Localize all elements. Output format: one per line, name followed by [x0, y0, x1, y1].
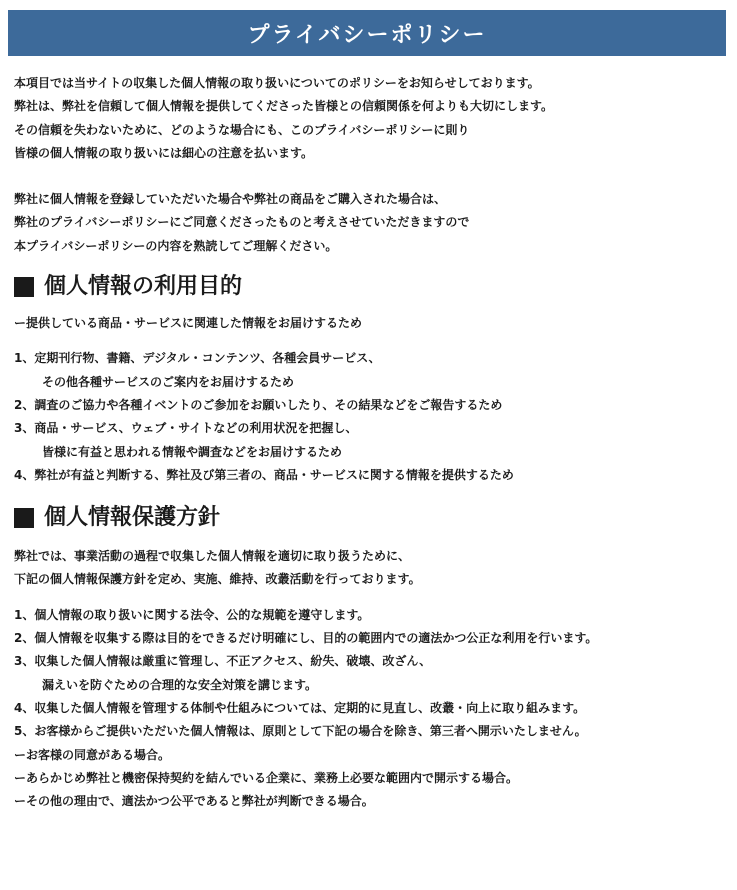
list-item: 1、定期刊行物、書籍、デジタル・コンテンツ、各種会員サービス、	[14, 351, 381, 366]
intro-line: 皆様の個人情報の取り扱いには細心の注意を払います。	[14, 145, 314, 160]
list-item: 2、個人情報を収集する際は目的をできるだけ明確にし、目的の範囲内での適法かつ公正な利用を行います。	[14, 631, 598, 646]
intro-line: 弊社のプライバシーポリシーにご同意くださったものと考えさせていただきますので	[14, 215, 470, 230]
exception-item: ーその他の理由で、適法かつ公平であると弊社が判断できる場合。	[14, 794, 374, 809]
list-item-continuation: その他各種サービスのご案内をお届けするため	[42, 374, 295, 389]
page-title: プライバシーポリシー	[247, 22, 487, 48]
list-item-continuation: 漏えいを防ぐための合理的な安全対策を講じます。	[42, 677, 318, 692]
square-bullet-icon	[14, 508, 34, 528]
list-item: 3、商品・サービス、ウェブ・サイトなどの利用状況を把握し、	[14, 421, 358, 436]
policy-content	[14, 72, 732, 813]
list-item: 4、収集した個人情報を管理する体制や仕組みについては、定期的に見直し、改叢・向上に取り組みます。	[14, 700, 586, 715]
section-heading-text: 個人情報保護方針	[44, 505, 221, 531]
list-item: 3、収集した個人情報は厳重に管理し、不正アクセス、紛失、破壊、改ざん、	[14, 654, 432, 669]
intro-paragraph-2	[14, 188, 732, 258]
section-heading-text: 個人情報の利用目的	[44, 274, 243, 300]
policy-list	[14, 604, 732, 814]
purpose-lead: ー提供している商品・サービスに関連した情報をお届けするため	[14, 316, 363, 331]
list-item: 5、お客様からご提供いただいた個人情報は、原則として下記の場合を除き、第三者へ開示いたしません。	[14, 724, 587, 739]
policy-lead	[14, 545, 732, 592]
exception-item: ーあらかじめ弊社と機密保持契約を結んでいる企業に、業務上必要な範囲内で開示する場合。	[14, 770, 519, 785]
purpose-list	[14, 347, 732, 487]
intro-line: 本項目では当サイトの収集した個人情報の取り扱いについてのポリシーをお知らせしております。	[14, 76, 540, 90]
intro-line: 弊社に個人情報を登録していただいた場合や弊社の商品をご購入された場合は、	[14, 192, 447, 207]
exception-item: ーお客様の同意がある場合。	[14, 747, 171, 762]
list-item: 4、弊社が有益と判断する、弊社及び第三者の、商品・サービスに関する情報を提供するため	[14, 467, 514, 482]
square-bullet-icon	[14, 277, 34, 297]
policy-lead-line: 下記の個人情報保護方針を定め、実施、維持、改叢活動を行っております。	[14, 572, 421, 587]
list-item-continuation: 皆様に有益と思われる情報や調査などをお届けするため	[42, 444, 343, 459]
intro-line: 弊社は、弊社を信頼して個人情報を提供してくださった皆様との信頼関係を何よりも大切にします。	[14, 99, 554, 114]
list-item: 1、個人情報の取り扱いに関する法令、公的な規範を遵守します。	[14, 607, 370, 622]
policy-lead-line: 弊社では、事業活動の過程で収集した個人情報を適切に取り扱うために、	[14, 549, 411, 564]
intro-line: その信頼を失わないために、どのような場合にも、このプライバシーポリシーに則り	[14, 122, 470, 137]
list-item: 2、調査のご協力や各種イベントのご参加をお願いしたり、その結果などをご報告するため	[14, 397, 503, 412]
page-banner	[8, 10, 726, 56]
section-heading-protection-policy	[14, 503, 732, 533]
intro-line: 本プライバシーポリシーの内容を熟読してご理解ください。	[14, 238, 338, 253]
section-heading-purpose	[14, 272, 732, 302]
intro-paragraph-1	[14, 72, 732, 165]
